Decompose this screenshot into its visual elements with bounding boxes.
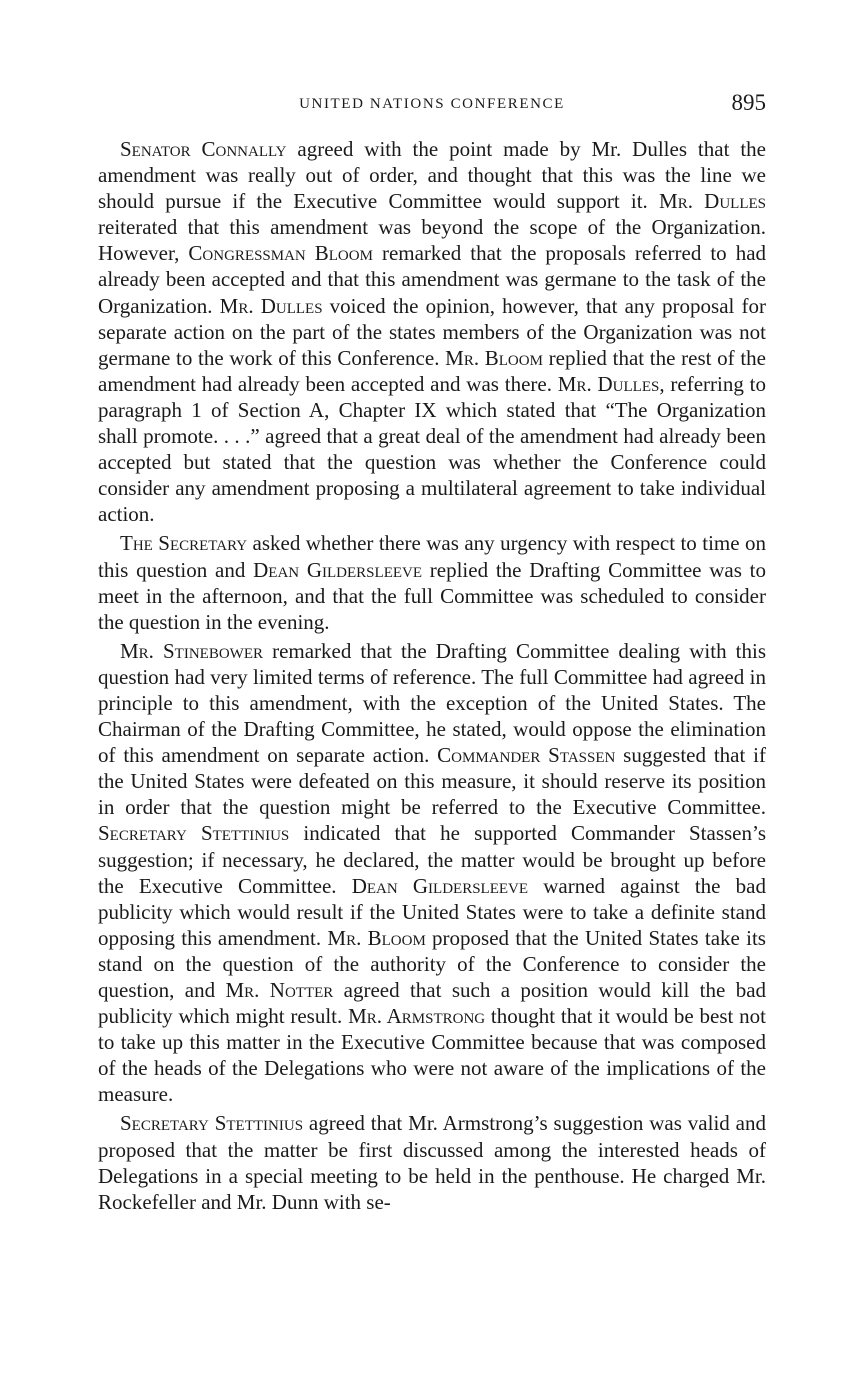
paragraph-1	[98, 136, 766, 527]
paragraph-3	[98, 638, 766, 1108]
paragraph-text: replied the Drafting Committee was to meet in the afternoon, and that the full Committee was scheduled to consider the question in the evening.	[98, 557, 766, 634]
speaker-name: Mr. Stinebower	[120, 638, 263, 663]
paragraph-text: warned against the bad publicity which would result if the United States were to take a definite stand opposing this amendment.	[98, 873, 767, 950]
speaker-name: Mr. Dulles	[557, 371, 660, 396]
speaker-name: Congressman Bloom	[188, 241, 373, 266]
speaker-name: Dean Gildersleeve	[351, 873, 529, 898]
speaker-name: Mr. Dulles	[659, 189, 766, 214]
speaker-name: Mr. Notter	[225, 978, 334, 1002]
speaker-name: Mr. Armstrong	[348, 1004, 486, 1029]
speaker-name: Mr. Bloom	[445, 345, 543, 370]
running-title: UNITED NATIONS CONFERENCE	[299, 96, 565, 112]
paragraph-2	[98, 530, 766, 634]
paragraph-text: proposed that the United States take its stand on the question of the authority of the Conference to consider the question, and	[98, 925, 766, 1002]
speaker-name: Commander Stassen	[437, 743, 616, 768]
speaker-name: The Secretary	[120, 531, 248, 556]
speaker-name: Mr. Dulles	[219, 293, 323, 318]
page-number: 895	[731, 90, 766, 115]
paragraph-text: suggested that if the United States were defeated on this measure, it should reserve its position in order that the question might be referred to the Executive Committee.	[98, 743, 766, 820]
running-head	[98, 92, 766, 122]
paragraph-text: agreed that such a position would kill the bad publicity which might result.	[98, 978, 767, 1029]
paragraph-text: indicated that he supported Commander Stassen’s suggestion; if necessary, he declared, the matter would be brought up before the Executive Committee.	[98, 821, 766, 898]
speaker-name: Dean Gildersleeve	[253, 557, 423, 582]
speaker-name: Secretary Stettinius	[98, 821, 290, 846]
paragraph-text: thought that it would be best not to take up this matter in the Executive Committee because that was composed of the heads of the Delegations who were not aware of the implications of the measure.	[98, 1004, 766, 1107]
speaker-name: Secretary Stettinius	[120, 1111, 304, 1136]
paragraph-text: replied that the rest of the amendment had already been accepted and was there.	[98, 345, 766, 396]
paragraph-text: asked whether there was any urgency with respect to time on this question and	[98, 531, 766, 582]
paragraph-4	[98, 1110, 766, 1214]
paragraph-text: agreed with the point made by Mr. Dulles that the amendment was really out of order, and thought that this was the line we should pursue if the Executive Committee would support it.	[98, 137, 766, 214]
paragraph-text: reiterated that this amendment was beyond the scope of the Organization. However,	[98, 215, 766, 266]
paragraph-text: , referring to paragraph 1 of Section A, Chapter IX which stated that “The Organization shall promote. . . .” agreed that a great deal of the amendment had already been accepted but stated that the question was whether the Conference could consider any amendment proposing a multilateral agreement to take individual action.	[98, 371, 766, 527]
speaker-name: Senator Connally	[120, 137, 287, 161]
paragraph-text: agreed that Mr. Armstrong’s suggestion was valid and proposed that the matter be first discussed among the interested heads of Delegations in a special meeting to be held in the penthouse. He charged Mr. Rockefeller and Mr. Dunn with se-	[98, 1111, 766, 1214]
paragraph-text: remarked that the proposals referred to had already been accepted and that this amendment was germane to the task of the Organization.	[98, 241, 767, 318]
paragraph-text: remarked that the Drafting Committee dealing with this question had very limited terms of reference. The full Committee had agreed in principle to this amendment, with the exception of the United States. The Chairman of the Drafting Committee, he stated, would oppose the elimination of this amendment on separate action.	[98, 638, 766, 768]
speaker-name: Mr. Bloom	[327, 925, 426, 950]
paragraph-text: voiced the opinion, however, that any proposal for separate action on the part of the states members of the Organization was not germane to the work of this Conference.	[98, 293, 766, 370]
body-text	[98, 136, 766, 1218]
